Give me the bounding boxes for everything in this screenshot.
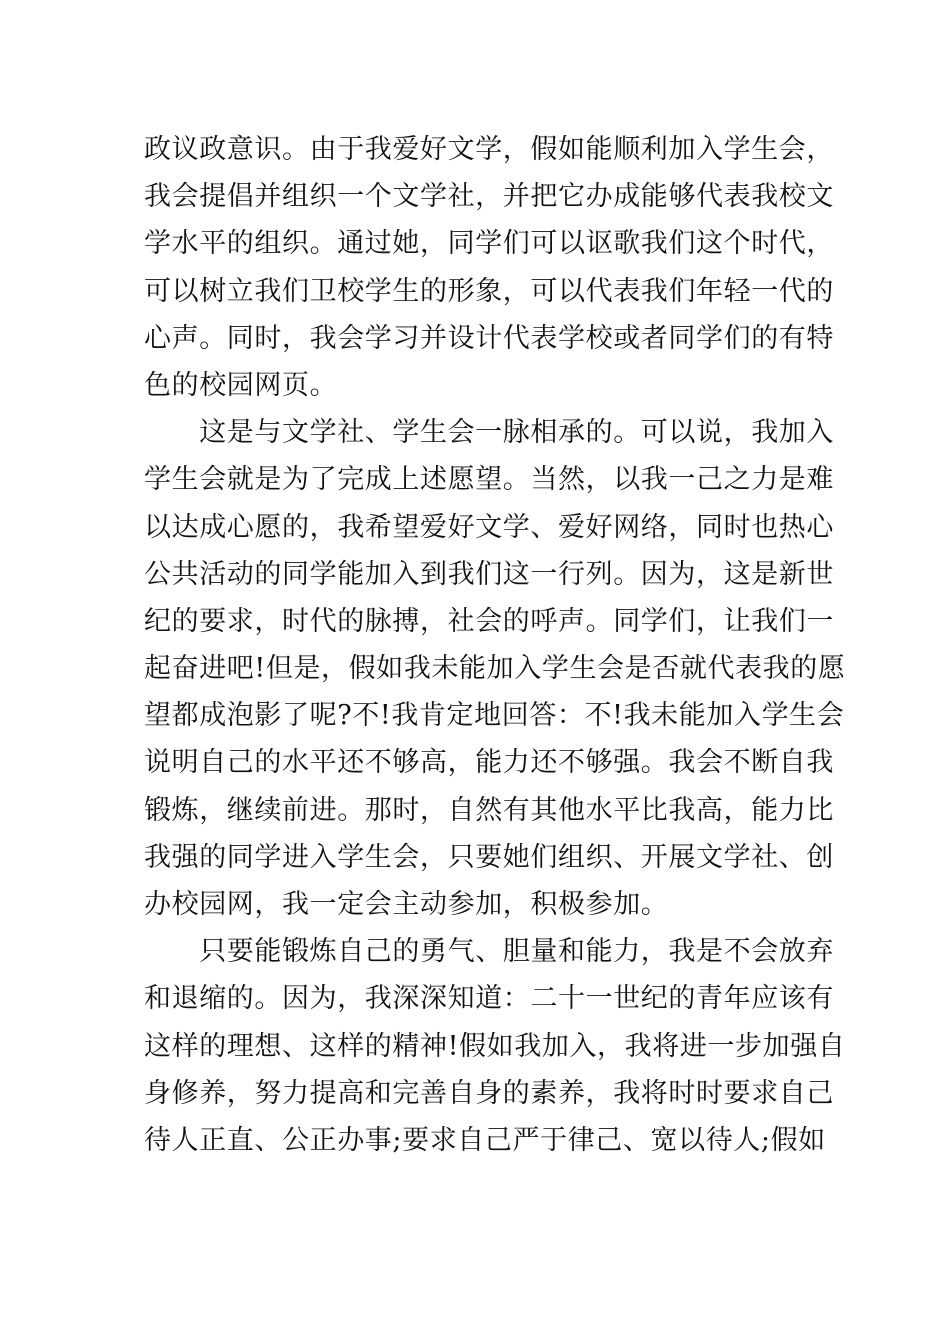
text-line: 起奋进吧!但是，假如我未能加入学生会是否就代表我的愿 xyxy=(144,653,846,685)
text-line: 身修养，努力提高和完善自身的素养，我将时时要求自己 xyxy=(144,1077,834,1109)
text-line: 我强的同学进入学生会，只要她们组织、开展文学社、创 xyxy=(144,841,834,873)
text-line: 可以树立我们卫校学生的形象，可以代表我们年轻一代的 xyxy=(144,275,834,307)
text-line: 和退缩的。因为，我深深知道：二十一世纪的青年应该有 xyxy=(144,983,834,1015)
text-line: 只要能锻炼自己的勇气、胆量和能力，我是不会放弃 xyxy=(144,936,834,968)
text-line: 学水平的组织。通过她，同学们可以讴歌我们这个时代， xyxy=(144,228,834,260)
text-line: 这样的理想、这样的精神!假如我加入，我将进一步加强自 xyxy=(144,1030,846,1062)
text-line: 学生会就是为了完成上述愿望。当然，以我一己之力是难 xyxy=(144,464,834,496)
text-line: 心声。同时，我会学习并设计代表学校或者同学们的有特 xyxy=(144,322,834,354)
document-body xyxy=(144,126,846,1164)
text-line: 政议政意识。由于我爱好文学，假如能顺利加入学生会， xyxy=(144,134,834,165)
text-line: 望都成泡影了呢?不!我肯定地回答：不!我未能加入学生会 xyxy=(144,700,845,732)
text-line: 这是与文学社、学生会一脉相承的。可以说，我加入 xyxy=(144,417,834,449)
text-line: 纪的要求，时代的脉搏，社会的呼声。同学们，让我们一 xyxy=(144,605,834,637)
text-line: 锻炼，继续前进。那时，自然有其他水平比我高，能力比 xyxy=(144,794,834,826)
text-line: 我会提倡并组织一个文学社，并把它办成能够代表我校文 xyxy=(144,181,834,213)
text-line: 说明自己的水平还不够高，能力还不够强。我会不断自我 xyxy=(144,747,834,779)
text-line: 待人正直、公正办事;要求自己严于律己、宽以待人;假如 xyxy=(144,1124,826,1156)
text-line: 色的校园网页。 xyxy=(144,369,338,401)
text-line: 办校园网，我一定会主动参加，积极参加。 xyxy=(144,889,669,920)
text-line: 公共活动的同学能加入到我们这一行列。因为，这是新世 xyxy=(144,558,834,590)
text-line: 以达成心愿的，我希望爱好文学、爱好网络，同时也热心 xyxy=(144,511,834,543)
